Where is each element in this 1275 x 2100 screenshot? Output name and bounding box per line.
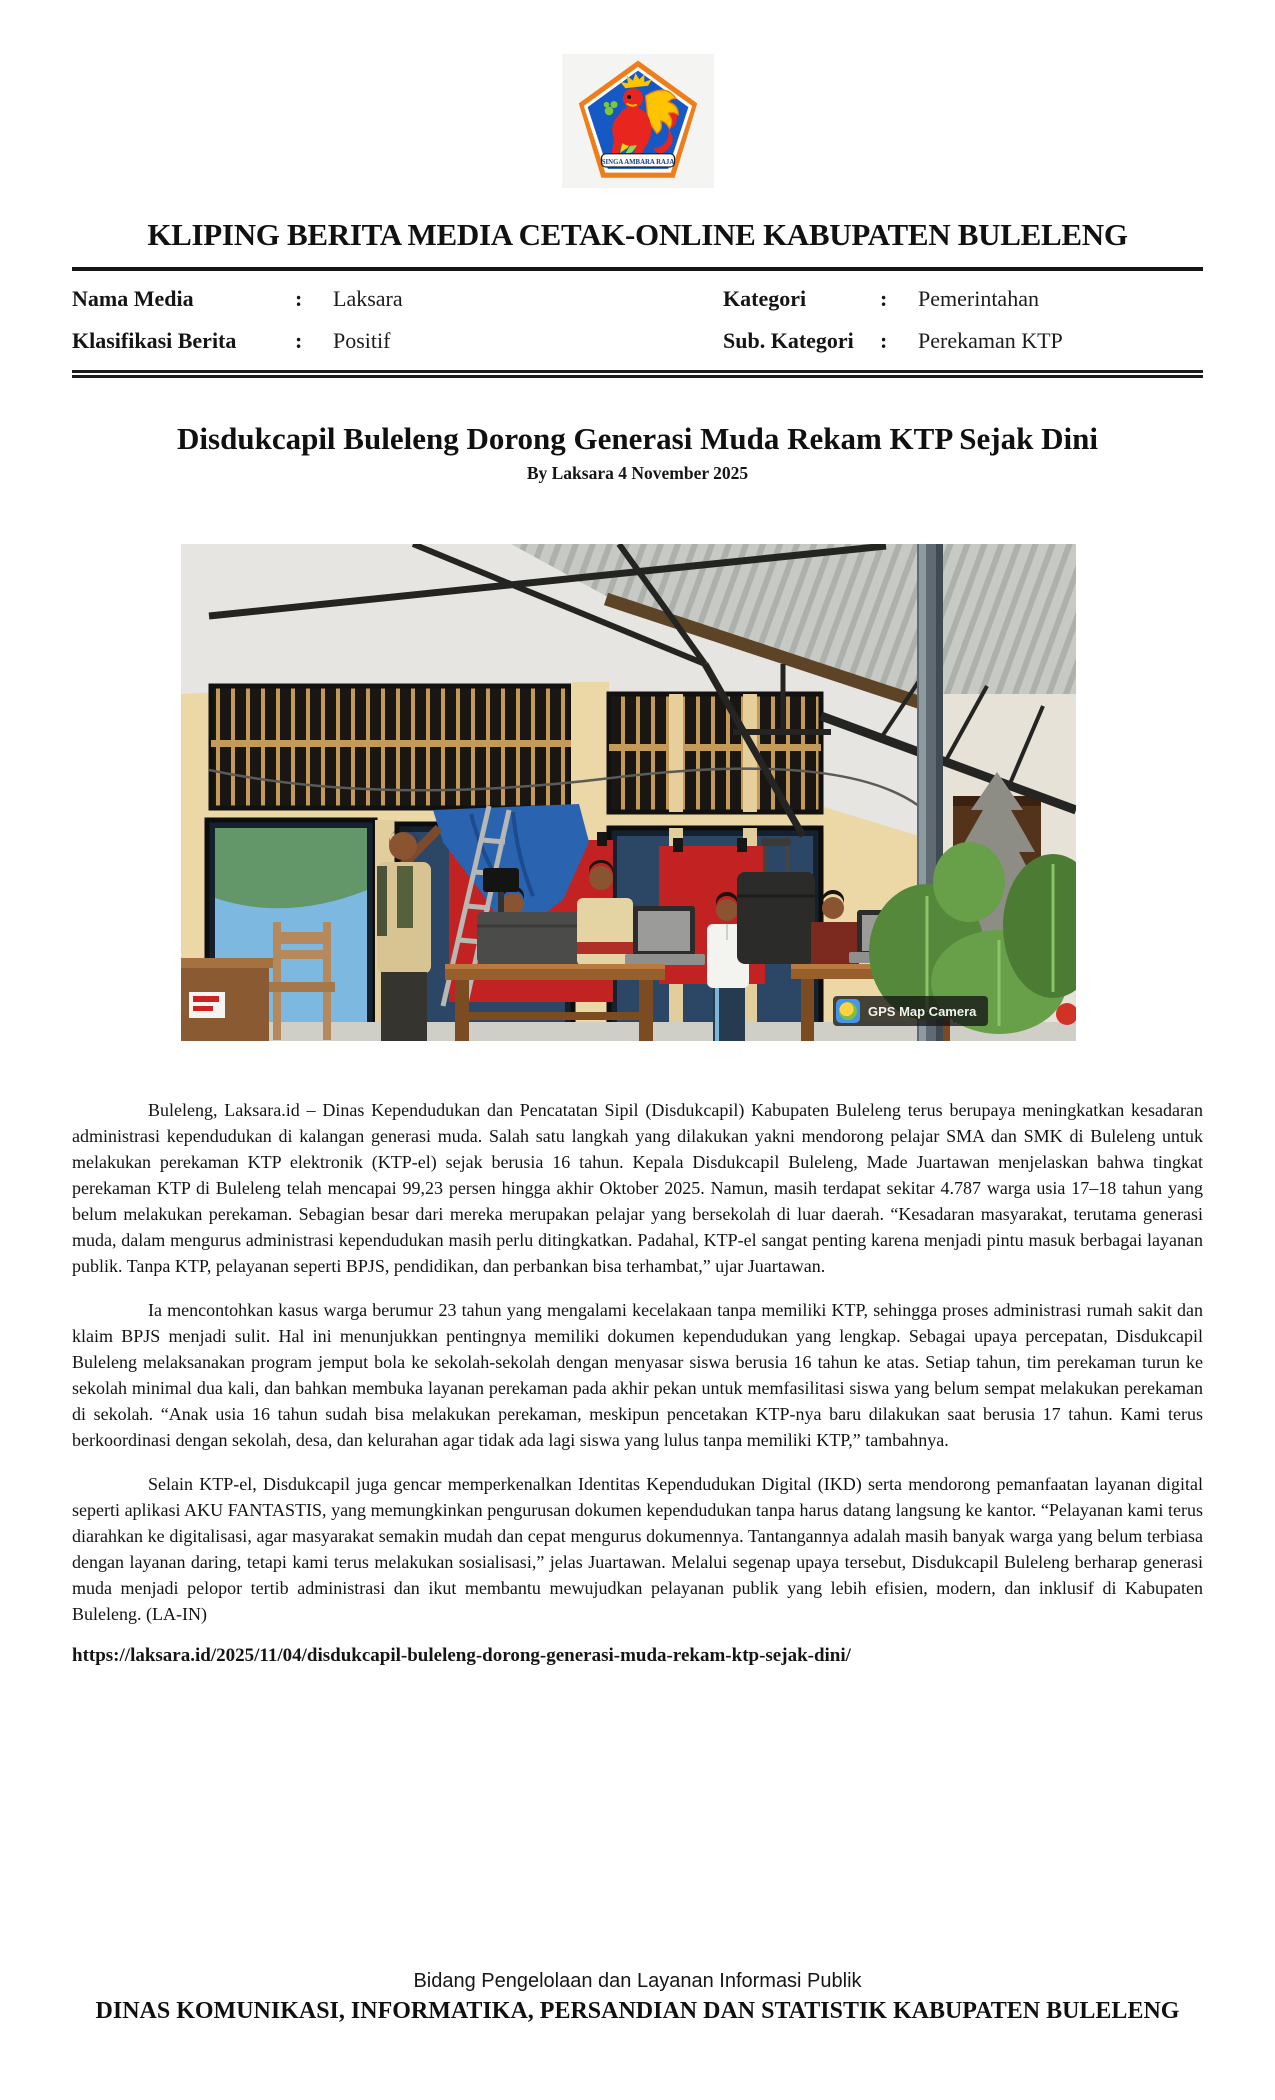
meta-value: Pemerintahan: [918, 286, 1039, 311]
metadata-right-column: [723, 284, 1203, 356]
meta-colon: :: [880, 328, 888, 353]
source-url-link[interactable]: https://laksara.id/2025/11/04/disdukcapil-buleleng-dorong-generasi-muda-rekam-ktp-sejak-dini/: [72, 1645, 851, 1666]
metadata-left-column: [72, 284, 723, 356]
crest-banner-text: SINGA AMBARA RAJA: [601, 158, 674, 166]
meta-colon: :: [295, 328, 303, 353]
metadata-table: [72, 271, 1203, 368]
meta-label: Kategori: [723, 286, 807, 311]
crest-graphic: [575, 58, 701, 184]
article-title: Disdukcapil Buleleng Dorong Generasi Muda Rekam KTP Sejak Dini: [177, 421, 1098, 456]
meta-row-nama-media: [72, 284, 723, 314]
article-body: [72, 1097, 1203, 1627]
photo-scene: [181, 544, 1076, 1041]
gps-map-camera-icon: [836, 999, 860, 1023]
meta-value: Laksara: [333, 286, 403, 311]
meta-colon: :: [880, 286, 888, 311]
document-title: KLIPING BERITA MEDIA CETAK-ONLINE KABUPATEN BULELENG: [147, 217, 1128, 252]
article-byline: By Laksara 4 November 2025: [526, 463, 749, 483]
meta-label: Nama Media: [72, 286, 194, 311]
article-photo: [181, 544, 1076, 1041]
footer-agency-name: DINAS KOMUNIKASI, INFORMATIKA, PERSANDIAN DAN STATISTIK KABUPATEN BULELENG: [95, 1998, 1180, 2024]
side-desk: [181, 958, 273, 1041]
meta-colon: :: [295, 286, 303, 311]
meta-value: Positif: [333, 328, 391, 353]
meta-row-sub-kategori: [723, 326, 1203, 356]
meta-row-klasifikasi-berita: [72, 326, 723, 356]
buleleng-crest-logo: [562, 54, 714, 188]
article-paragraph: Ia mencontohkan kasus warga berumur 23 tahun yang mengalami kecelakaan tanpa memiliki KTP, sehingga proses administrasi rumah sakit dan klaim BPJS menjadi sulit. Hal ini menunjukkan pentingnya memiliki dokumen kependudukan yang lengkap. Sebagai upaya percepatan, Disdukcapil Buleleng melaksanakan program jemput bola ke sekolah-sekolah dengan menyasar siswa berusia 16 tahun ke atas. Setiap tahun, tim perekaman turun ke sekolah minimal dua kali, dan bahkan membuka layanan perekaman pada akhir pekan untuk memfasilitasi siswa yang belum sempat melakukan perekaman di sekolah. “Anak usia 16 tahun sudah bisa melakukan perekaman, meskipun pencetakan KTP-nya baru dilakukan saat berusia 17 tahun. Kami terus berkoordinasi dengan sekolah, desa, dan kelurahan agar tidak ada lagi siswa yang lulus tanpa memiliki KTP,” tambahnya.: [72, 1300, 1203, 1450]
meta-label: Sub. Kategori: [723, 328, 854, 353]
gps-map-camera-watermark: [833, 996, 988, 1026]
footer-division-name: Bidang Pengelolaan dan Layanan Informasi Publik: [413, 1970, 862, 1992]
article-paragraph: Buleleng, Laksara.id – Dinas Kependudukan dan Pencatatan Sipil (Disdukcapil) Kabupaten Buleleng terus berupaya meningkatkan kesadaran administrasi kependudukan di kalangan generasi muda. Salah satu langkah yang dilakukan yakni mendorong pelajar SMA dan SMK di Buleleng untuk melakukan perekaman KTP elektronik (KTP-el) sejak berusia 16 tahun. Kepala Disdukcapil Buleleng, Made Juartawan menjelaskan bahwa tingkat perekaman KTP di Buleleng telah mencapai 99,23 persen hingga akhir Oktober 2025. Namun, masih terdapat sekitar 4.787 warga usia 17–18 tahun yang belum melakukan perekaman. Sebagian besar dari mereka merupakan pelajar yang bersekolah di luar daerah. “Kesadaran masyarakat, terutama generasi muda, dalam mengurus administrasi kependudukan masih perlu ditingkatkan. Padahal, KTP-el sangat penting karena menjadi pintu masuk berbagai layanan publik. Tanpa KTP, pelayanan seperti BPJS, pendidikan, dan perbankan bisa terhambat,” ujar Juartawan.: [72, 1100, 1203, 1276]
meta-row-kategori: [723, 284, 1203, 314]
meta-label: Klasifikasi Berita: [72, 328, 237, 353]
metadata-divider: [72, 370, 1203, 378]
article-paragraph: Selain KTP-el, Disdukcapil juga gencar memperkenalkan Identitas Kependudukan Digital (IKD) serta mendorong pemanfaatan layanan digital seperti aplikasi AKU FANTASTIS, yang memungkinkan pengurusan dokumen kependudukan tanpa harus datang langsung ke kantor. “Pelayanan kami terus diarahkan ke digitalisasi, agar masyarakat semakin mudah dan cepat mengurus dokumennya. Tantangannya adalah masih banyak warga yang belum terbiasa dengan layanan daring, tetapi kami terus melakukan sosialisasi,” jelas Juartawan. Melalui segenap upaya tersebut, Disdukcapil Buleleng berharap generasi muda menjadi pelopor tertib administrasi dan ikut membantu mewujudkan pelayanan publik yang lebih efisien, modern, dan inklusif di Kabupaten Buleleng. (LA-IN): [72, 1474, 1203, 1624]
document-footer: [0, 1970, 1275, 2025]
meta-value: Perekaman KTP: [918, 328, 1063, 353]
watermark-label: GPS Map Camera: [868, 1003, 977, 1019]
